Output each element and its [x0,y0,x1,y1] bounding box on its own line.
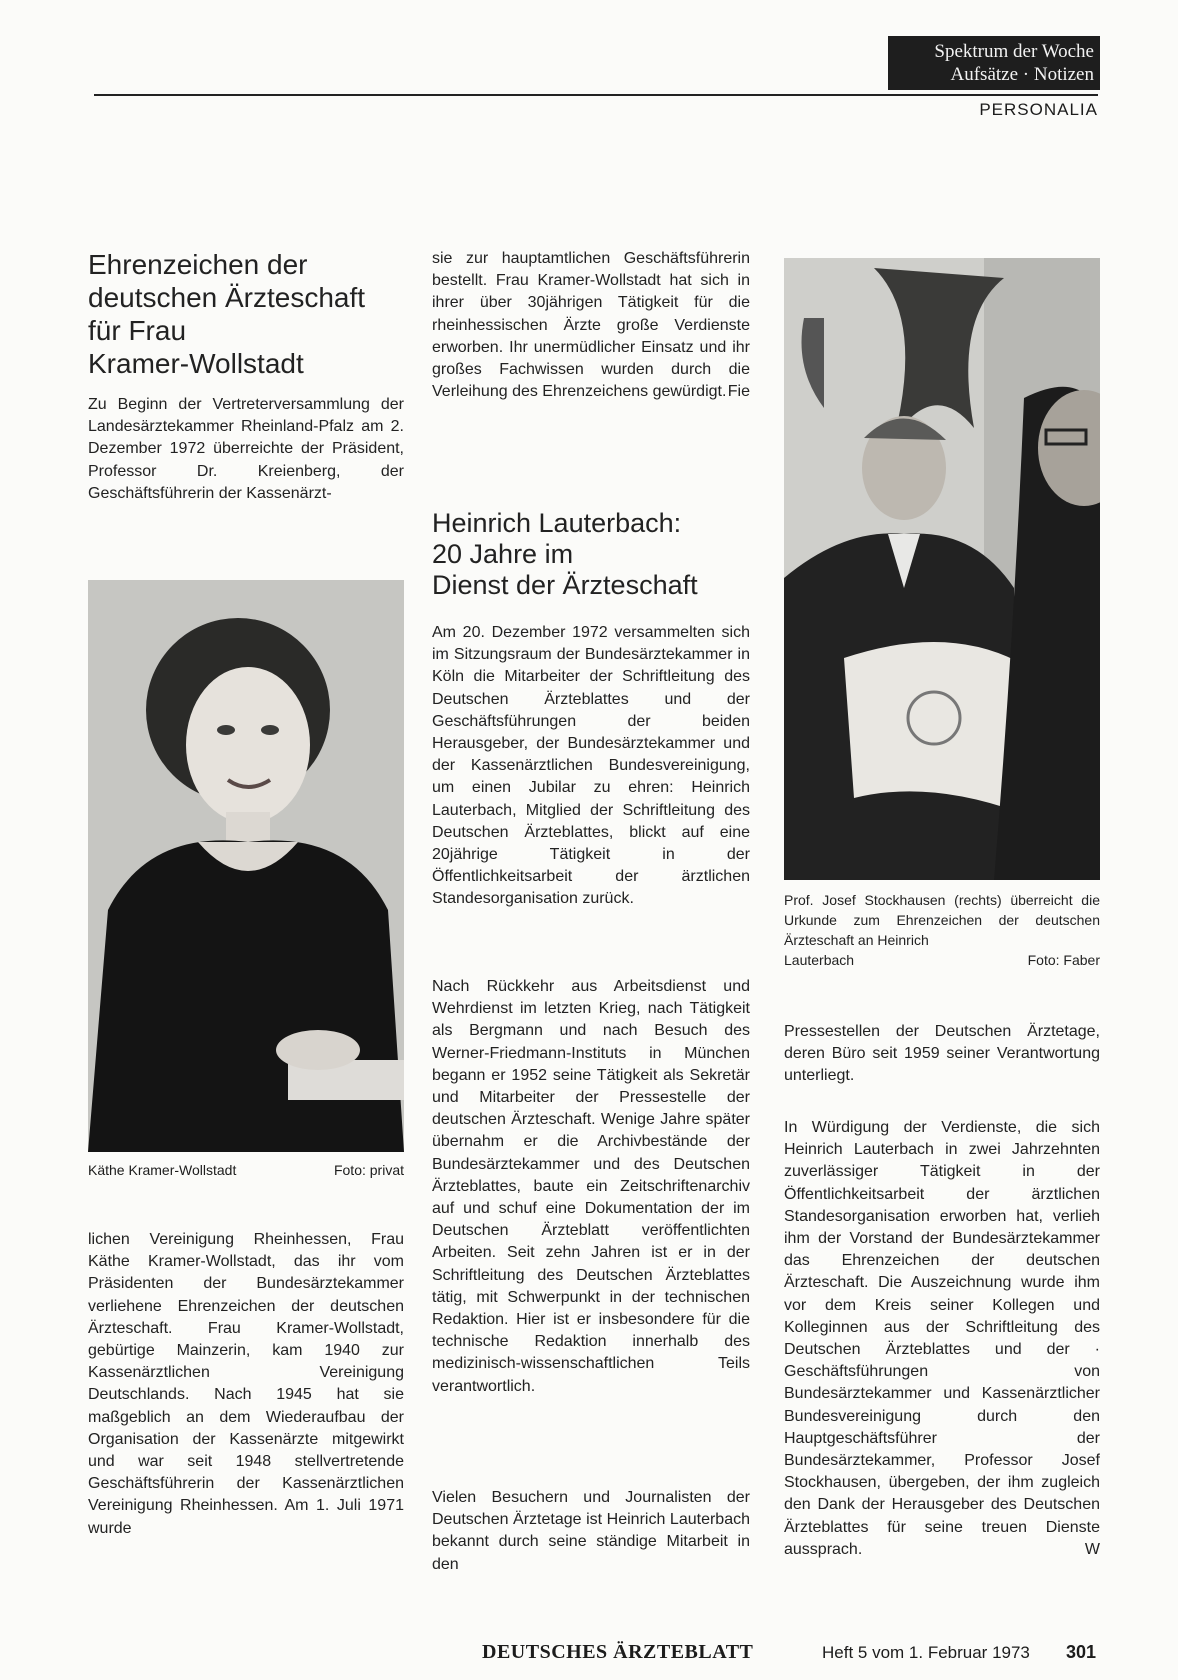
portrait-illustration [88,580,404,1152]
photo2-caption-credit: Foto: Faber [1027,952,1100,968]
footer-journal-title: DEUTSCHES ÄRZTEBLATT [482,1641,754,1663]
article1-headline [88,248,408,380]
article1-headline-line: deutschen Ärzteschaft [88,282,366,313]
article2-paragraph2: Nach Rückkehr aus Arbeitsdienst und Wehrdienst im letzten Krieg, nach Tätigkeit als Bergmann und nach Besuch des Werner-Friedmann-Instituts in München begann er 1952 seine Tätigkeit als Sekretär und Mitarbeiter der Pressestelle der deutschen Ärzteschaft. Wenige Jahre später übernahm er die Archivbestände der Bundesärztekammer und des Deutschen Ärzteblattes, baute ein Zeitschriftenarchiv auf und schuf eine Dokumentation der im Deutschen Ärzteblatt veröffentlichten Arbeiten. Seit zehn Jahren ist er in der Schriftleitung des Deutschen Ärzteblattes tätig, mit Schwerpunkt in der technischen Redaktion. Hier ist er insbesondere für die technische Redaktion innerhalb des medizinisch-wissenschaftlichen Teils verantwortlich. [432,978,750,1395]
footer-page-number: 301 [1066,1642,1097,1662]
photo1-caption [88,1160,404,1180]
article1-paragraph2: lichen Vereinigung Rheinhessen, Frau Käthe Kramer-Wollstadt, das ihr vom Präsidenten der Bundesärztekammer verliehene Ehrenzeichen der deutschen Ärzteschaft. Frau Kramer-Wollstadt, gebürtige Mainzerin, kam 1940 zur Kassenärztlichen Vereinigung Deutschlands. Nach 1945 hat sie maßgeblich an dem Wiederaufbau der Organisation der Kassenärzte mitgewirkt und war seit 1948 stellvertretende Geschäftsführerin der Kassenärztlichen Vereinigung Rheinhessen. Am 1. Juli 1971 wurde [88,1231,404,1537]
article1-paragraph3-text: sie zur hauptamtlichen Geschäftsführerin bestellt. Frau Kramer-Wollstadt hat sich in ihrer über 30jährigen Tätigkeit für die rheinhessischen Ärzte große Verdienste erworben. Ihr unermüdlicher Einsatz und ihr großes Fachwissen wurden durch die Verleihung des Ehrenzeichens gewürdigt. [432,250,750,401]
photo2-caption-last: Lauterbach [784,952,855,968]
photo1-caption-credit: Foto: privat [333,1162,404,1178]
article1-signature: Fie [727,383,750,401]
article2-headline-line: Dienst der Ärzteschaft [432,570,698,600]
article2-paragraph5 [784,1117,1100,1561]
article1-headline-line: für Frau [88,315,187,346]
header-rule [94,94,1098,96]
article2-headline [432,508,752,601]
photo2-caption [784,890,1100,970]
article2-paragraph3: Vielen Besuchern und Journalisten der Deutschen Ärztetage ist Heinrich Lauterbach bekannt durch seine ständige Mitarbeit in den [432,1489,750,1573]
article1-headline-line: Ehrenzeichen der [88,249,308,280]
section-badge-line2: Aufsätze · Notizen [950,64,1094,85]
article2-paragraph4: Pressestellen der Deutschen Ärztetage, deren Büro seit 1959 seiner Verantwortung unterliegt. [784,1023,1100,1085]
photo1-caption-name: Käthe Kramer-Wollstadt [88,1162,237,1178]
article2-paragraph5-text: In Würdigung der Verdienste, die sich Heinrich Lauterbach in zwei Jahrzehnten zuverlässiger Tätigkeit in der Öffentlichkeitsarbeit der ärztlichen Standesorganisation erworben hat, verlieh ihm der Vorstand der Bundesärztekammer das Ehrenzeichen der deutschen Ärzteschaft. Die Auszeichnung wurde ihm vor dem Kreis seiner Kollegen und Kolleginnen aus der Schriftleitung des Deutschen Ärzteblattes und der · Geschäftsführungen von Bundesärztekammer und Kassenärztlicher Bundesvereinigung durch den Hauptgeschäftsführer der Bundesärztekammer, Professor Josef Stockhausen, übergeben, der ihm zugleich den Dank der Herausgeber des Deutschen Ärzteblattes für seine treuen Dienste aussprach. [784,1119,1100,1558]
article1-paragraph1: Zu Beginn der Vertreterversammlung der Landesärztekammer Rheinland-Pfalz am 2. Dezember 1972 überreichte der Präsident, Professor Dr. Kreienberg, der Geschäftsführerin der Kassenärzt- [88,396,404,502]
article2-signature: W [1084,1540,1100,1558]
article1-headline-line: Kramer-Wollstadt [88,348,304,379]
section-label: PERSONALIA [979,100,1098,119]
photo-award-ceremony [784,258,1100,880]
article2-headline-line: 20 Jahre im [432,539,574,569]
article1-paragraph3 [432,248,750,403]
section-badge-line1: Spektrum der Woche [934,41,1094,62]
footer-issue: Heft 5 vom 1. Februar 1973 [822,1643,1030,1662]
article2-headline-line: Heinrich Lauterbach: [432,508,682,538]
ceremony-illustration [784,258,1100,880]
article2-paragraph1: Am 20. Dezember 1972 versammelten sich im Sitzungsraum der Bundesärztekammer in Köln die Mitarbeiter der Schriftleitung des Deutschen Ärzteblattes und der Geschäftsführungen der beiden Herausgeber, der Bundesärztekammer und der Kassenärztlichen Bundesvereinigung, um einen Jubilar zu ehren: Heinrich Lauterbach, Mitglied der Schriftleitung des Deutschen Ärzteblattes, blickt auf eine 20jährige Tätigkeit in der Öffentlichkeitsarbeit der ärztlichen Standesorganisation zurück. [432,624,750,908]
portrait-photo-kramer-wollstadt [88,580,404,1152]
photo2-caption-text: Prof. Josef Stockhausen (rechts) überreicht die Urkunde zum Ehrenzeichen der deutschen Ärzteschaft an Heinrich [784,892,1100,948]
section-badge [888,36,1100,90]
photo2-caption-last-row [784,950,1100,970]
